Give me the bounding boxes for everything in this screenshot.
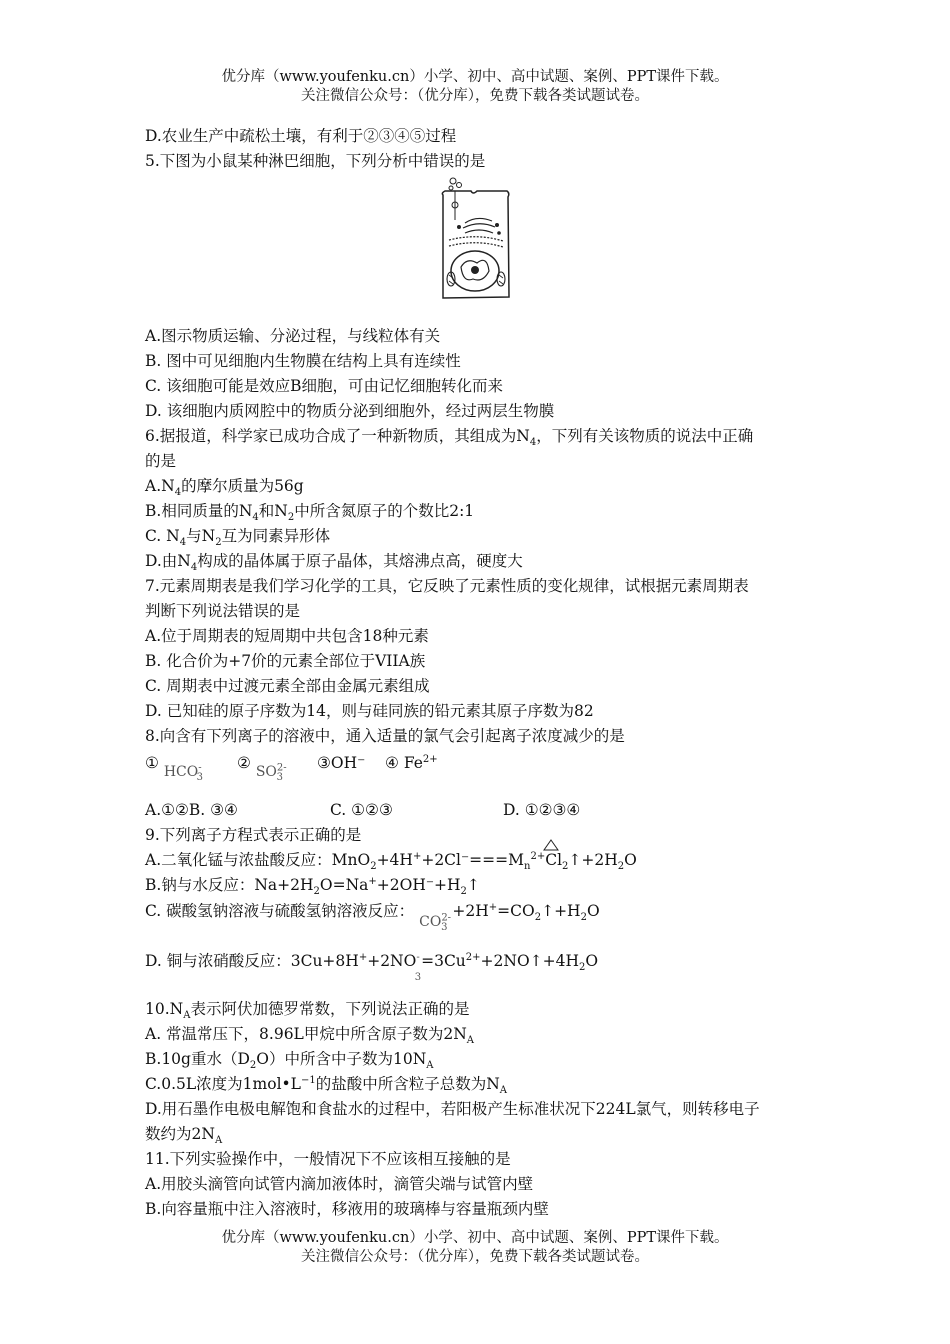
q5-option-b: B. 图中可见细胞内生物膜在结构上具有连续性 — [145, 352, 461, 370]
q7-stem-line2: 判断下列说法错误的是 — [145, 602, 301, 620]
q7-option-b: B. 化合价为+7价的元素全部位于VIIA族 — [145, 652, 426, 670]
q9-option-a: A.二氧化锰与浓盐酸反应：$MnO_2+4H^++2Cl^-===M_n^{2+}$ $Cl_2↑+2H_2O$ — [145, 849, 815, 871]
q7-option-c: C. 周期表中过渡元素全部由金属元素组成 — [145, 677, 430, 695]
q5-option-c: C. 该细胞可能是效应B细胞，可由记忆细胞转化而来 — [145, 377, 504, 395]
footer-line-2: 关注微信公众号：（优分库），免费下载各类试题试卷。 — [301, 1249, 649, 1265]
q11-option-b: B.向容量瓶中注入溶液时，移液用的玻璃棒与容量瓶颈内壁 — [145, 1200, 549, 1218]
q8-ion-4: ④ $Fe^{2+}$ — [385, 753, 438, 772]
q11-stem: 11.下列实验操作中，一般情况下不应该相互接触的是 — [145, 1150, 511, 1168]
q8-ion-1: ① $HCO^-_3$ — [145, 754, 204, 783]
q5-option-a: A.图示物质运输、分泌过程，与线粒体有关 — [145, 327, 441, 345]
q6-option-a: $A.N_4$的摩尔质量为56g — [145, 477, 304, 499]
heating-triangle-icon — [543, 839, 559, 851]
q5-stem: 5.下图为小鼠某种淋巴细胞，下列分析中错误的是 — [145, 152, 486, 170]
q6-stem-line2: 的是 — [145, 452, 177, 470]
q8-options — [145, 799, 815, 821]
q7-option-d: D. 已知硅的原子序数为14，则与硅同族的铅元素其原子序数为82 — [145, 702, 594, 720]
q9-option-d: D. 铜与浓硝酸反应：$3Cu+8H^++2NO^-_3=3Cu^{2+}+2NO↑+4H_2O$ — [145, 951, 599, 984]
q8-ion-2: ② $SO^{2-}_3$ — [237, 754, 287, 783]
q9-stem: 9.下列离子方程式表示正确的是 — [145, 826, 362, 844]
header-line-2: 关注微信公众号：（优分库），免费下载各类试题试卷。 — [301, 88, 649, 104]
q8-option-d: D. ①②③④ — [503, 801, 581, 819]
q6-stem-line1: 6.据报道，科学家已成功合成了一种新物质，其组成为$N_4$，下列有关该物质的说法中正确 — [145, 427, 754, 449]
q10-stem: $10.N_A$表示阿伏加德罗常数，下列说法正确的是 — [145, 1000, 470, 1022]
q8-option-c: C. ①②③ — [330, 801, 393, 819]
q6-option-c: C. $N_4$与$N_2$互为同素异形体 — [145, 527, 331, 549]
q10-option-b: B.10g重水$(D_2O)$中所含中子数为$10N_A$ — [145, 1050, 434, 1072]
q10-option-d-line2: 数约为$2N_A$ — [145, 1125, 223, 1147]
q8-ions — [145, 752, 815, 786]
q7-stem-line1: 7.元素周期表是我们学习化学的工具，它反映了元素性质的变化规律，试根据元素周期表 — [145, 577, 749, 595]
q8-ion-3: ③OH⁻ — [317, 754, 366, 772]
q9-option-c: C. 碳酸氢钠溶液与硫酸氢钠溶液反应： $CO^{2-}_3$ $+2H^+=CO_2↑+H_2O$ — [145, 901, 600, 933]
q5-option-d: D. 该细胞内质网腔中的物质分泌到细胞外，经过两层生物膜 — [145, 402, 555, 420]
q10-option-d-line1: D.用石墨作电极电解饱和食盐水的过程中，若阳极产生标准状况下224L氯气，则转移电子 — [145, 1100, 760, 1118]
q4-option-d: D.农业生产中疏松土壤，有利于②③④⑤过程 — [145, 127, 457, 145]
q7-option-a: A.位于周期表的短周期中共包含18种元素 — [145, 627, 429, 645]
q11-option-a: A.用胶头滴管向试管内滴加液体时，滴管尖端与试管内壁 — [145, 1175, 534, 1193]
q6-option-b: B.相同质量的$N_4$和$N_2$中所含氮原子的个数比2:1 — [145, 502, 475, 524]
q10-option-a: A. 常温常压下，8.96L甲烷中所含原子数为$2N_A$ — [145, 1025, 475, 1047]
q6-option-d: D.由$N_4$构成的晶体属于原子晶体，其熔沸点高，硬度大 — [145, 552, 523, 574]
q8-option-ab: A.①②B. ③④ — [145, 801, 238, 819]
lymphocyte-cell-diagram — [437, 175, 513, 303]
footer-line-1: 优分库（www.youfenku.cn）小学、初中、高中试题、案例、PPT课件下载。 — [221, 1230, 729, 1246]
q10-option-c: C.0.5L浓度为$1mol•L^{-1}$的盐酸中所含粒子总数为$N_A$ — [145, 1074, 508, 1097]
header-line-1: 优分库（www.youfenku.cn）小学、初中、高中试题、案例、PPT课件下载。 — [221, 69, 729, 85]
q8-stem: 8.向含有下列离子的溶液中，通入适量的氯气会引起离子浓度减少的是 — [145, 727, 625, 745]
q9-option-b: B.钠与水反应：$Na+2H_2O=Na^++2OH^-+H_2↑$ — [145, 875, 480, 898]
